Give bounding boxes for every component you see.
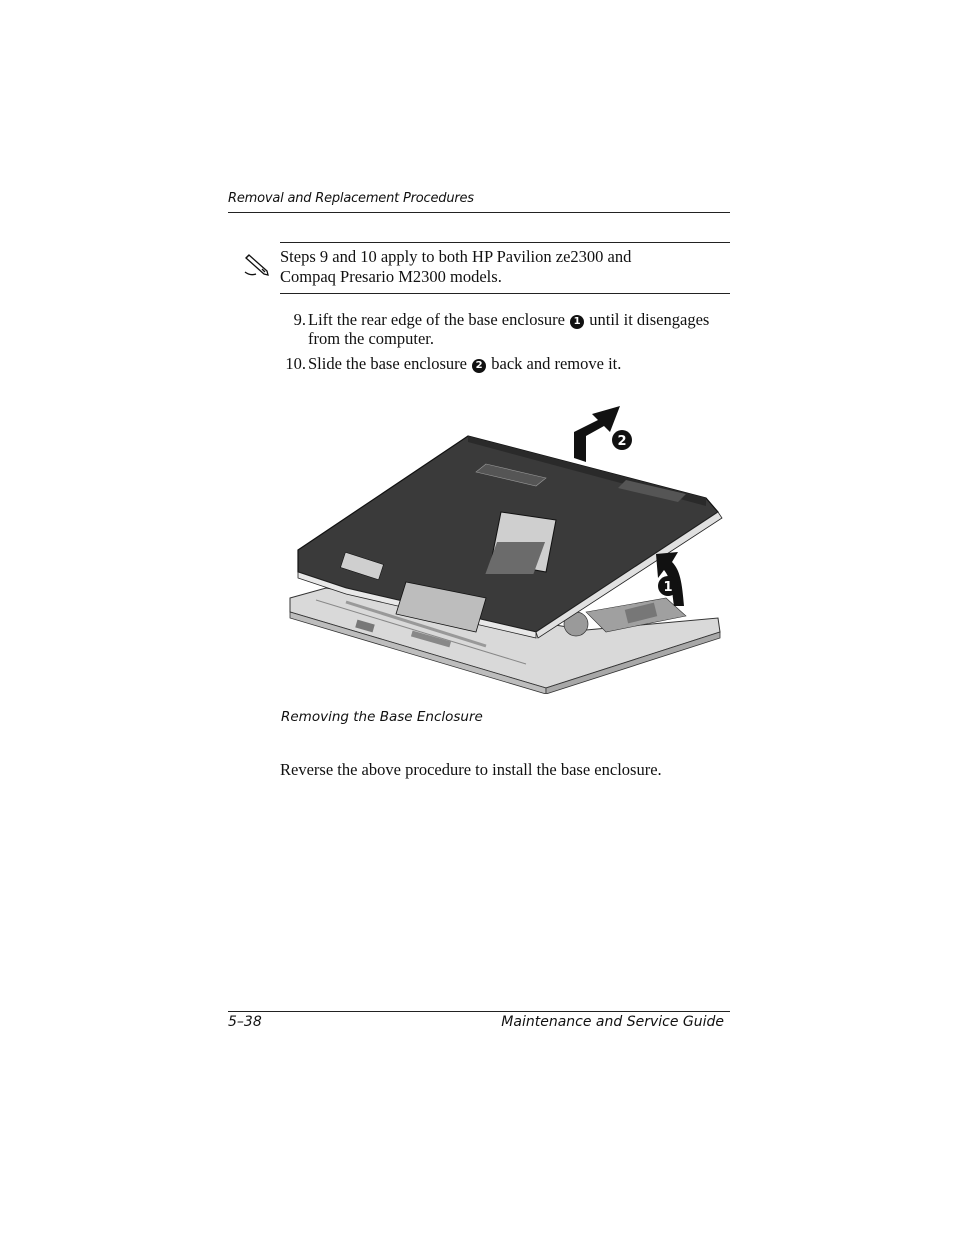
step-text-continued: back and remove it.	[487, 354, 622, 373]
step-text-continued: until it disengages	[585, 310, 710, 329]
svg-text:1: 1	[663, 580, 673, 595]
step-text: Lift the rear edge of the base enclosure	[308, 310, 570, 329]
note-line-1: Steps 9 and 10 apply to both HP Pavilion ze2300 and	[280, 247, 632, 266]
page-number: 5–38	[228, 1014, 262, 1030]
callout-1-icon: 1	[570, 315, 584, 329]
header-rule	[228, 212, 730, 213]
base-enclosure-removal-illustration	[286, 402, 728, 694]
step-9	[280, 310, 730, 350]
step-text-line-2: from the computer.	[308, 329, 435, 348]
note-top-rule	[280, 242, 730, 243]
footer-rule	[228, 1011, 730, 1012]
note-bottom-rule	[280, 293, 730, 294]
pencil-note-icon	[242, 250, 272, 280]
step-text: Slide the base enclosure	[308, 354, 472, 373]
note-line-2: Compaq Presario M2300 models.	[280, 267, 502, 286]
guide-title: Maintenance and Service Guide	[501, 1014, 724, 1030]
svg-text:2: 2	[617, 434, 627, 449]
step-number: 10.	[285, 354, 306, 373]
step-number: 9.	[293, 310, 306, 329]
figure-caption: Removing the Base Enclosure	[281, 709, 483, 725]
arrow-2-icon	[574, 406, 632, 462]
callout-2-icon: 2	[472, 359, 486, 373]
step-10	[280, 354, 730, 374]
arrow-1-icon	[656, 552, 684, 606]
note-text	[280, 247, 720, 287]
running-header: Removal and Replacement Procedures	[228, 191, 474, 206]
closing-paragraph: Reverse the above procedure to install the base enclosure.	[280, 760, 662, 779]
